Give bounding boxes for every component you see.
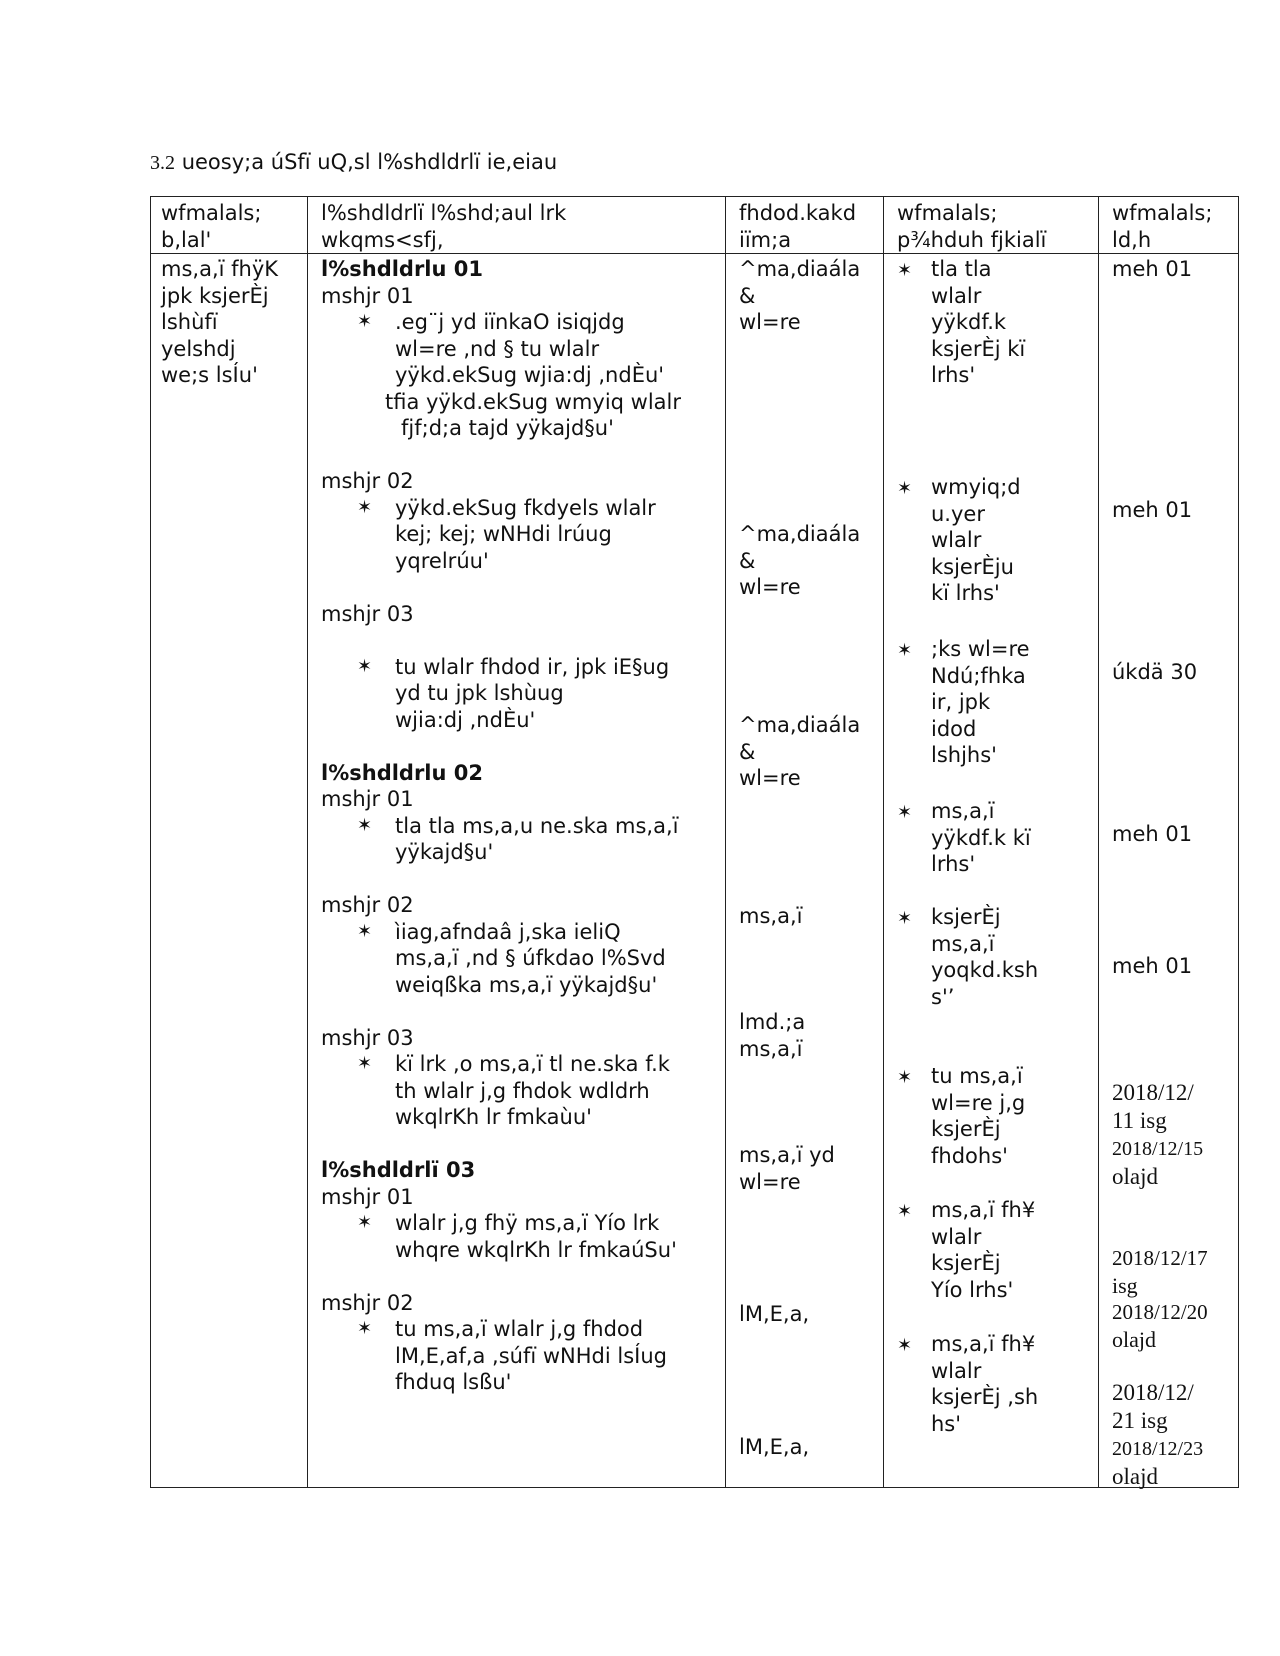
outcome-o6: ✶ tu ms,a,ï wl=re j,g ksjerÈj fhdohs' (897, 1064, 1026, 1168)
resources-r7: lM,E,a, (739, 1302, 810, 1326)
bullet-star-icon: ✶ (897, 1335, 913, 1356)
outcome-o7: ✶ ms,a,ï fh¥ wlalr ksjerÈj Yío lrhs' (897, 1198, 1036, 1302)
bullet-star-icon: ✶ (897, 260, 913, 281)
bullet-star-icon: ✶ (357, 311, 373, 332)
time-t1: meh 01 (1112, 257, 1193, 281)
bullet-star-icon: ✶ (897, 908, 913, 929)
time-t5: meh 01 (1112, 954, 1193, 978)
list-item: ✶ .eg¨j yd iïnkaO isiqjdg wl=re ,nd § tu wlalr yÿkd.ekSug wjia:dj ,ndÈu' (357, 310, 665, 387)
column-divider (1098, 197, 1099, 1487)
heading-number: 3.2 (150, 152, 175, 174)
step-label: mshjr 03 (321, 1025, 414, 1050)
list-item: ✶ tu ms,a,ï wlalr j,g fhdod lM,E,af,a ,súfï wNHdi lsÍug fhduq lsßu' (357, 1317, 668, 1394)
list-item: ✶ wlalr j,g fhÿ ms,a,ï Yío lrk whqre wkqlrKh lr fmkaúSu' (357, 1211, 677, 1262)
step-label: mshjr 03 (321, 601, 414, 626)
list-item: ✶ yÿkd.ekSug fkdyels wlalr kej; kej; wNHdi lrúug yqrelrúu' (357, 495, 656, 573)
outcome-o1: ✶ tla tla wlalr yÿkdf.k ksjerÈj kï lrhs' (897, 257, 1026, 387)
step-label: mshjr 02 (321, 469, 414, 493)
resources-r2: ^ma,diaála & wl=re (739, 522, 861, 599)
time-t3: úkdä 30 (1112, 660, 1198, 684)
bullet-star-icon: ✶ (357, 1318, 373, 1339)
outcome-o8: ✶ ms,a,ï fh¥ wlalr ksjerÈj ,sh hs' (897, 1332, 1039, 1436)
activity-title: l%shdldrlï 03 (321, 1158, 476, 1182)
lesson-plan-table (150, 196, 1239, 1488)
list-item: ✶ tla tla ms,a,u ne.ska ms,a,ï yÿkajd§u' (357, 813, 679, 864)
time-t7: 2018/12/17 isg 2018/12/20 olajd (1112, 1246, 1208, 1352)
resources-r5: lmd.;a ms,a,ï (739, 1010, 806, 1061)
step-label: mshjr 01 (321, 283, 414, 308)
column-divider (725, 197, 726, 1487)
bullet-star-icon: ✶ (897, 640, 913, 661)
column-divider (883, 197, 884, 1487)
resources-r3: ^ma,diaála & wl=re (739, 713, 861, 790)
resources-r4: ms,a,ï (739, 904, 803, 928)
bullet-star-icon: ✶ (357, 920, 373, 942)
outcome-o4: ✶ ms,a,ï yÿkdf.k kï lrhs' (897, 799, 1031, 876)
header-objective: wfmalals; b,lal' (161, 201, 262, 252)
bullet-star-icon: ✶ (357, 1212, 373, 1233)
step-label: mshjr 01 (321, 787, 414, 811)
step-label: mshjr 02 (321, 1290, 414, 1315)
header-divider (151, 253, 1238, 254)
bullet-star-icon: ✶ (357, 1053, 373, 1074)
header-expected-behaviour: wfmalals; p¾hduh fjkialï (897, 201, 1047, 252)
header-time: wfmalals; ld,h (1112, 201, 1213, 252)
bullet-star-icon: ✶ (357, 496, 373, 518)
step-label: mshjr 01 (321, 1184, 414, 1209)
heading-text: ueosy;a úSfï uQ,sl l%shdldrlï ie,eiau (181, 150, 558, 174)
time-t6: 2018/12/ 11 isg 2018/12/15 olajd (1112, 1080, 1204, 1189)
bullet-star-icon: ✶ (357, 814, 373, 836)
outcome-o3: ✶ ;ks wl=re Ndú;fhka ir, jpk idod lshjhs' (897, 637, 1030, 767)
list-item: ✶ kï lrk ,o ms,a,ï tl ne.ska f.k th wlalr j,g fhdok wdldrh wkqlrKh lr fmkaùu' (357, 1052, 670, 1129)
bullet-star-icon: ✶ (897, 802, 913, 823)
activity-title: l%shdldrlu 02 (321, 760, 483, 785)
bullet-star-icon: ✶ (357, 655, 373, 677)
outcome-o2: ✶ wmyiq;d u.yer wlalr ksjerÈju kï lrhs' (897, 475, 1021, 605)
resources-r6: ms,a,ï yd wl=re (739, 1143, 835, 1194)
column-divider (307, 197, 308, 1487)
bullet-star-icon: ✶ (897, 1201, 913, 1222)
bullet-star-icon: ✶ (897, 1067, 913, 1088)
list-item: ✶ ìiag,afndaâ j,ska ieliQ ms,a,ï ,nd § úfkdao l%Svd weiqßka ms,a,ï yÿkajd§u' (357, 919, 666, 997)
activity-title: l%shdldrlu 01 (321, 257, 483, 281)
page-heading (150, 150, 557, 175)
outcome-o5: ✶ ksjerÈj ms,a,ï yoqkd.ksh s'’ (897, 905, 1039, 1009)
bullet-star-icon: ✶ (897, 478, 913, 499)
header-activity-steps: l%shdldrlï l%shd;aul lrk wkqms<sfj, (321, 201, 567, 252)
objective-cell: ms,a,ï fhÿK jpk ksjerÈj lshùfï yelshdj we;s lsÍu' (161, 257, 279, 387)
activities-cell: l%shdldrlu 01 mshjr 01 ✶ .eg¨j yd iïnkaO isiqjdg wl=re ,nd § tu wlalr yÿkd.ekSug wjia:dj ,ndÈu' tfia yÿkd.ekSug wmyiq wlalr fjf;d;a tajd yÿkajd§u' mshjr 02 ✶ yÿkd.ekSug fkdyels wlalr kej; kej; wNHdi lrúug yqrelrúu' mshjr 03 ✶ tu wlalr fhdod ir, jpk iE§ug yd tu jpk lshùug wjia:dj ,ndÈu' l%shdldrlu 02 mshjr 01 ✶ tla tla ms,a,u ne.ska ms,a,ï yÿkajd§u' mshjr 02 ✶ ìiag,afndaâ j,ska ieliQ ms,a,ï ,nd § úfkdao l%Svd weiqßka ms,a,ï yÿkajd§u' mshjr 03 ✶ kï lrk ,o ms,a,ï tl ne.ska f.k th wlalr j,g fhdok wdldrh wkqlrKh lr fmkaùu' l%shdldrlï 03 mshjr 01 ✶ wlalr j,g fhÿ ms,a,ï Yío lrk whqre wkqlrKh lr fmkaúSu' mshjr 02 ✶ tu ms,a,ï wlalr j,g fhdod lM,E,af,a ,súfï wNHdi lsÍug fhduq lsßu' (321, 257, 681, 1394)
time-t2: meh 01 (1112, 498, 1193, 522)
time-t8: 2018/12/ 21 isg 2018/12/23 olajd (1112, 1380, 1204, 1489)
resources-r8: lM,E,a, (739, 1435, 810, 1459)
list-item: ✶ tu wlalr fhdod ir, jpk iE§ug yd tu jpk lshùug wjia:dj ,ndÈu' (357, 654, 670, 732)
time-t4: meh 01 (1112, 822, 1193, 846)
header-resources: fhdod.kakd iïm;a (739, 201, 857, 252)
resources-r1: ^ma,diaála & wl=re (739, 257, 861, 334)
step-label: mshjr 02 (321, 893, 414, 917)
